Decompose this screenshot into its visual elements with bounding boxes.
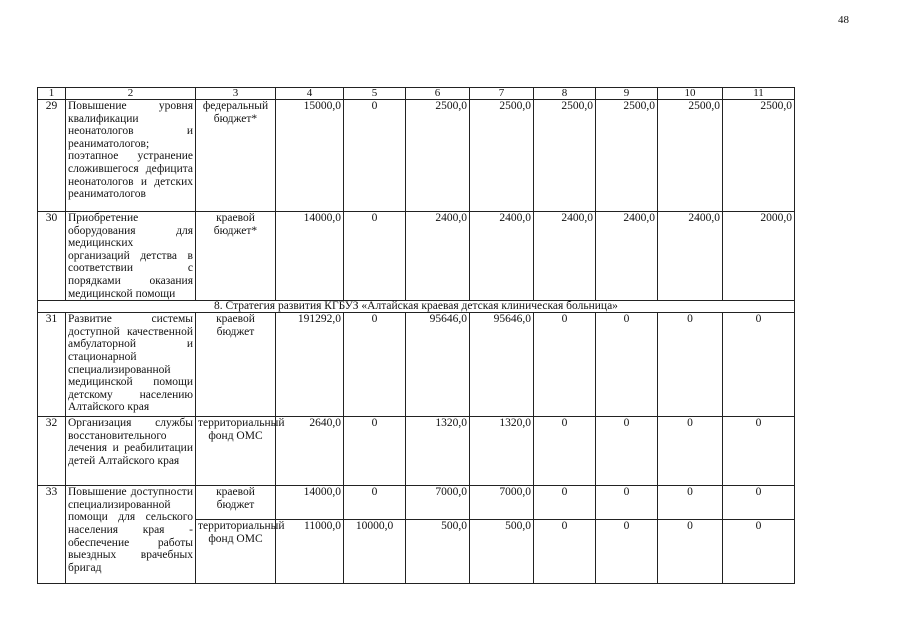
amount-cell: 0 bbox=[658, 520, 723, 584]
measure-description: Повышение доступности специализированной помощи для сельского населения края - обеспечение работы выездных врачебных бригад bbox=[66, 486, 196, 584]
amount-cell: 0 bbox=[534, 486, 596, 520]
column-header: 1 bbox=[38, 88, 66, 100]
column-header: 10 bbox=[658, 88, 723, 100]
amount-cell: 500,0 bbox=[406, 520, 470, 584]
amount-cell: 2400,0 bbox=[596, 212, 658, 301]
total-amount: 191292,0 bbox=[276, 313, 344, 417]
amount-cell: 0 bbox=[344, 417, 406, 486]
section-heading-row bbox=[38, 301, 795, 313]
section-title: 8. Стратегия развития КГБУЗ «Алтайская краевая детская клиническая больница» bbox=[38, 301, 795, 313]
amount-cell: 2400,0 bbox=[658, 212, 723, 301]
column-number-row bbox=[38, 88, 795, 100]
amount-cell: 0 bbox=[723, 486, 795, 520]
amount-cell: 0 bbox=[596, 486, 658, 520]
funding-source: краевой бюджет bbox=[196, 313, 276, 417]
amount-cell: 2500,0 bbox=[596, 100, 658, 212]
amount-cell: 1320,0 bbox=[406, 417, 470, 486]
amount-cell: 95646,0 bbox=[406, 313, 470, 417]
amount-cell: 0 bbox=[344, 212, 406, 301]
total-amount: 15000,0 bbox=[276, 100, 344, 212]
funding-source: краевой бюджет* bbox=[196, 212, 276, 301]
amount-cell: 0 bbox=[658, 313, 723, 417]
total-amount: 14000,0 bbox=[276, 212, 344, 301]
amount-cell: 0 bbox=[534, 520, 596, 584]
column-header: 11 bbox=[723, 88, 795, 100]
page-number: 48 bbox=[838, 14, 849, 26]
amount-cell: 0 bbox=[534, 313, 596, 417]
amount-cell: 2500,0 bbox=[658, 100, 723, 212]
row-number: 29 bbox=[38, 100, 66, 212]
measure-description: Приобретение оборудования для медицинских организаций детства в соответствии с порядками оказания медицинской помощи bbox=[66, 212, 196, 301]
amount-cell: 7000,0 bbox=[470, 486, 534, 520]
amount-cell: 0 bbox=[596, 313, 658, 417]
column-header: 6 bbox=[406, 88, 470, 100]
funding-source: федеральный бюджет* bbox=[196, 100, 276, 212]
funding-source: краевой бюджет bbox=[196, 486, 276, 520]
amount-cell: 500,0 bbox=[470, 520, 534, 584]
amount-cell: 0 bbox=[344, 313, 406, 417]
amount-cell: 0 bbox=[596, 417, 658, 486]
amount-cell: 2500,0 bbox=[470, 100, 534, 212]
amount-cell: 2400,0 bbox=[534, 212, 596, 301]
row-number: 31 bbox=[38, 313, 66, 417]
column-header: 3 bbox=[196, 88, 276, 100]
amount-cell: 0 bbox=[344, 486, 406, 520]
column-header: 7 bbox=[470, 88, 534, 100]
measure-description: Организация службы восстановительного лечения и реабилитации детей Алтайского края bbox=[66, 417, 196, 486]
column-header: 5 bbox=[344, 88, 406, 100]
amount-cell: 0 bbox=[596, 520, 658, 584]
amount-cell: 10000,0 bbox=[344, 520, 406, 584]
column-header: 4 bbox=[276, 88, 344, 100]
amount-cell: 0 bbox=[658, 486, 723, 520]
amount-cell: 2500,0 bbox=[406, 100, 470, 212]
column-header: 2 bbox=[66, 88, 196, 100]
table-row-31 bbox=[38, 313, 795, 417]
amount-cell: 2500,0 bbox=[723, 100, 795, 212]
table-row-32 bbox=[38, 417, 795, 486]
amount-cell: 0 bbox=[658, 417, 723, 486]
budget-table bbox=[37, 87, 795, 584]
amount-cell: 2000,0 bbox=[723, 212, 795, 301]
measure-description: Повышение уровня квалификации неонатологов и реаниматологов; поэтапное устранение сложившегося дефицита неонатологов и детских реаниматологов bbox=[66, 100, 196, 212]
amount-cell: 1320,0 bbox=[470, 417, 534, 486]
total-amount: 14000,0 bbox=[276, 486, 344, 520]
amount-cell: 0 bbox=[534, 417, 596, 486]
total-amount: 11000,0 bbox=[276, 520, 344, 584]
amount-cell: 7000,0 bbox=[406, 486, 470, 520]
measure-description: Развитие системы доступной качественной амбулаторной и стационарной специализированной медицинской помощи детскому населению Алтайского края bbox=[66, 313, 196, 417]
row-number: 33 bbox=[38, 486, 66, 584]
amount-cell: 2400,0 bbox=[470, 212, 534, 301]
row-number: 32 bbox=[38, 417, 66, 486]
total-amount: 2640,0 bbox=[276, 417, 344, 486]
amount-cell: 2500,0 bbox=[534, 100, 596, 212]
funding-source: территориальный фонд ОМС bbox=[196, 520, 276, 584]
amount-cell: 0 bbox=[723, 520, 795, 584]
amount-cell: 0 bbox=[344, 100, 406, 212]
amount-cell: 0 bbox=[723, 313, 795, 417]
row-number: 30 bbox=[38, 212, 66, 301]
table-row-29 bbox=[38, 100, 795, 212]
amount-cell: 95646,0 bbox=[470, 313, 534, 417]
table-row-30 bbox=[38, 212, 795, 301]
column-header: 8 bbox=[534, 88, 596, 100]
table-row-33-regional bbox=[38, 486, 795, 520]
amount-cell: 2400,0 bbox=[406, 212, 470, 301]
column-header: 9 bbox=[596, 88, 658, 100]
amount-cell: 0 bbox=[723, 417, 795, 486]
funding-source: территориальный фонд ОМС bbox=[196, 417, 276, 486]
